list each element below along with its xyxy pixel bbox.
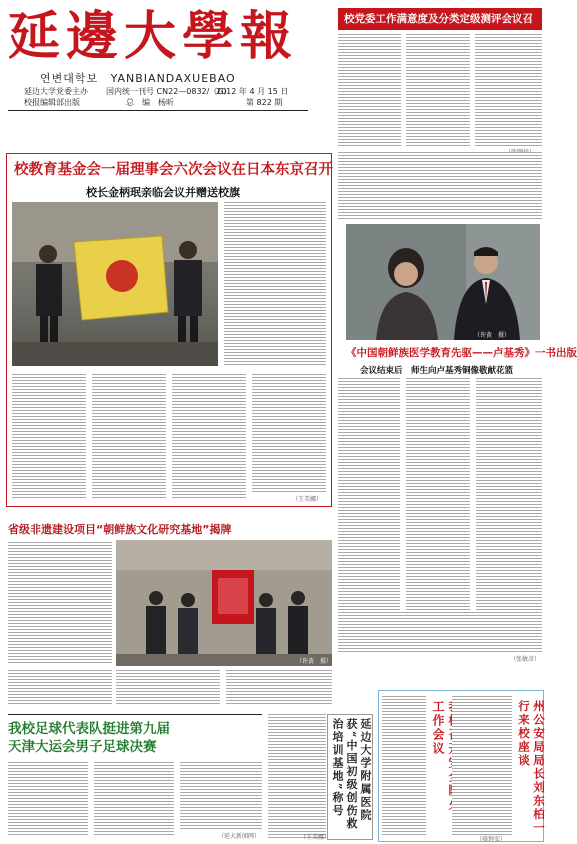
hospital-title: 延边大学附属医院获“中国初级创伤救治培训基地”称号 (331, 718, 372, 831)
lead-subhead: 校长金柄珉亲临会议并赠送校旗 (86, 186, 240, 199)
heritage-text-col2 (8, 670, 112, 706)
masthead-sponsor: 延边大学党委主办 (24, 87, 88, 96)
safety-text (382, 696, 426, 836)
lead-text-col3 (172, 374, 246, 500)
book-text-tail (338, 612, 542, 652)
heritage-headline: 省级非遗建设项目“朝鲜族文化研究基地”揭牌 (8, 523, 232, 536)
football-headline-line1: 我校足球代表队挺进第九届 (8, 721, 170, 737)
book-text-col2 (406, 378, 470, 610)
book-text-col1 (338, 378, 400, 610)
book-photo-credit: （许黄 摄） (474, 332, 511, 339)
football-headline (8, 720, 262, 756)
book-photo (346, 224, 540, 340)
book-text-col3 (476, 378, 542, 610)
heritage-text-col3 (116, 670, 220, 706)
masthead-issn: 国内统一刊号 CN22—0832/（G） (106, 87, 232, 96)
lead-byline: （王美娜） (292, 496, 323, 503)
lead-text-col2 (92, 374, 166, 500)
hospital-text (268, 714, 326, 840)
masthead-publisher (24, 86, 88, 108)
top-right-text-col2 (406, 34, 470, 146)
masthead-date: 2012 年 4 月 15 日 (216, 87, 289, 96)
visit-text (452, 696, 512, 836)
masthead-issue: 第 822 期 (246, 98, 283, 107)
football-text-col1 (8, 762, 88, 836)
heritage-text-col4 (226, 670, 332, 706)
heritage-photo-illustration (116, 540, 332, 666)
book-intro-text (338, 152, 542, 220)
top-right-text-col1 (338, 34, 401, 146)
top-right-headline: 校党委工作满意度及分类定级测评会议召 (338, 8, 542, 30)
masthead-subtitle (40, 70, 310, 86)
book-headline: 《中国朝鲜族医学教育先驱——卢基秀》一书出版 (346, 347, 577, 359)
book-subhead: 会议结束后 师生向卢基秀铜像敬献花篮 (360, 366, 514, 376)
book-photo-illustration (346, 224, 540, 340)
masthead-korean: 연변대학보 (40, 72, 99, 85)
lead-headline: 校教育基金会一届理事会六次会议在日本东京召开 (14, 162, 333, 178)
lead-side-text (224, 202, 326, 366)
heritage-text-col1 (8, 542, 112, 664)
football-text-col3 (180, 762, 262, 830)
safety-title: 工作会议 (431, 700, 445, 756)
masthead-registration (106, 86, 232, 108)
lead-photo-illustration (12, 202, 218, 366)
football-text-col2 (94, 762, 174, 836)
football-byline: （延大新闻网） (218, 833, 261, 840)
masthead-editor: 校报编辑部出版 (24, 98, 80, 107)
lead-photo (12, 202, 218, 366)
masthead-chief-editor: 总 编 杨昕 (126, 98, 174, 107)
masthead-title: 延邊大學報 (8, 6, 299, 67)
hospital-byline: （王美娜） (300, 834, 331, 841)
football-headline-line2: 天津大运会男子足球决赛 (8, 739, 157, 755)
lead-text-col4 (252, 374, 326, 492)
heritage-photo (116, 540, 332, 666)
lead-text-col1 (12, 374, 86, 500)
masthead-roman: YANBIANDAXUEBAO (110, 72, 236, 85)
book-byline: （张敏彦） (510, 656, 541, 663)
visit-title: 州公安局局长刘东柏一行来校座谈 (517, 700, 546, 835)
heritage-photo-credit: （许黄 摄） (296, 658, 333, 665)
top-right-text-col3 (475, 34, 542, 146)
masthead-date-block (216, 86, 288, 108)
football-divider (8, 714, 262, 715)
masthead-divider (8, 110, 308, 111)
visit-byline: （骆钟安） (476, 836, 507, 843)
